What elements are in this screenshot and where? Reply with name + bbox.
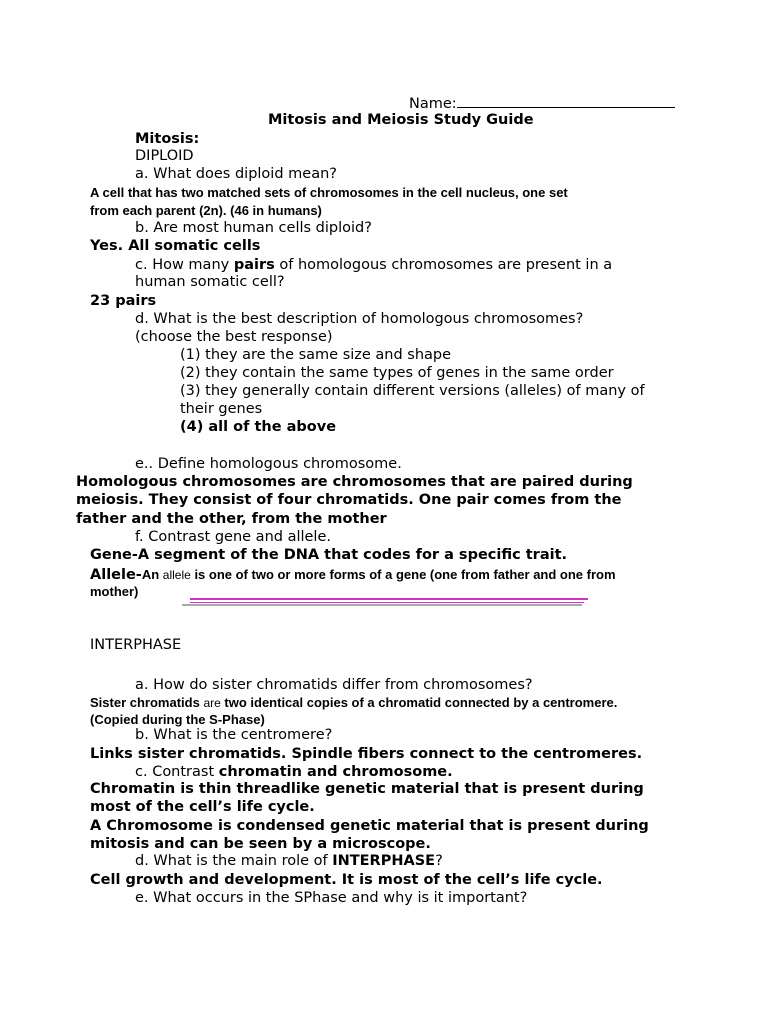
interphase-question-d (135, 852, 443, 870)
mitosis-heading: Mitosis: (135, 131, 200, 147)
name-label: Name: (409, 96, 457, 112)
interphase-answer-c-line-1: Chromatin is thin threadlike genetic material that is present during (90, 781, 644, 797)
question-d-bold: INTERPHASE (332, 853, 436, 869)
answer-f-allele-line-2: mother) (90, 584, 139, 599)
question-c-bold: chromatin and chromosome. (218, 764, 453, 780)
name-blank-line (457, 93, 675, 108)
answer-b: Yes. All somatic cells (90, 238, 261, 254)
answer-a-part-2: are (203, 696, 221, 710)
question-c-bold: pairs (233, 257, 275, 273)
name-field (409, 93, 675, 113)
answer-a-line-1: A cell that has two matched sets of chromosomes in the cell nucleus, one set (90, 185, 568, 200)
question-d-pre: d. What is the main role of (135, 853, 333, 869)
question-c-pre: c. Contrast (135, 764, 219, 780)
interphase-heading: INTERPHASE (90, 637, 182, 653)
question-d-line-2: (choose the best response) (135, 329, 333, 345)
allele-an: An (141, 567, 160, 582)
magenta-rule-1 (190, 598, 588, 600)
allele-word: allele (162, 568, 191, 582)
question-e: e.. Define homologous chromosome. (135, 456, 402, 472)
magenta-rule-2 (190, 602, 584, 603)
diploid-heading: DIPLOID (135, 148, 194, 164)
interphase-answer-a-line-1 (90, 694, 617, 712)
question-a: a. What does diploid mean? (135, 166, 337, 182)
answer-f-gene: Gene-A segment of the DNA that codes for a specific trait. (90, 547, 568, 563)
option-4: (4) all of the above (180, 419, 337, 435)
answer-e-line-2: meiosis. They consist of four chromatids. One pair comes from the (76, 492, 622, 508)
option-3: (3) they generally contain different versions (alleles) of many of (180, 383, 645, 399)
allele-rest: is one of two or more forms of a gene (one from father and one from (190, 567, 616, 582)
interphase-answer-b: Links sister chromatids. Spindle fibers connect to the centromeres. (90, 746, 643, 762)
option-3-line-2: their genes (180, 401, 263, 417)
interphase-answer-a-line-2: (Copied during the S-Phase) (90, 712, 265, 727)
answer-c: 23 pairs (90, 293, 157, 309)
question-c-line-2: human somatic cell? (135, 274, 285, 290)
interphase-question-c (135, 763, 453, 781)
interphase-question-b: b. What is the centromere? (135, 727, 333, 743)
answer-a-part-1: Sister chromatids (90, 695, 204, 710)
interphase-answer-c-line-2: most of the cell’s life cycle. (90, 799, 315, 815)
question-c (135, 256, 612, 274)
answer-e-line-3: father and the other, from the mother (76, 511, 387, 527)
option-1: (1) they are the same size and shape (180, 347, 452, 363)
allele-prefix: Allele- (90, 567, 142, 583)
question-d-post: ? (435, 853, 443, 869)
gray-rule (182, 604, 582, 606)
page-title: Mitosis and Meiosis Study Guide (268, 112, 534, 128)
answer-f-allele-line-1 (90, 566, 616, 584)
interphase-answer-c-line-4: mitosis and can be seen by a microscope. (90, 836, 431, 852)
option-2: (2) they contain the same types of genes in the same order (180, 365, 614, 381)
answer-e-line-1: Homologous chromosomes are chromosomes that are paired during (76, 474, 633, 490)
interphase-answer-d: Cell growth and development. It is most of the cell’s life cycle. (90, 872, 603, 888)
answer-a-line-2: from each parent (2n). (46 in humans) (90, 203, 322, 218)
answer-a-part-3: two identical copies of a chromatid connected by a centromere. (220, 695, 618, 710)
interphase-question-a: a. How do sister chromatids differ from chromosomes? (135, 677, 533, 693)
question-c-post: of homologous chromosomes are present in a (274, 257, 613, 273)
interphase-answer-c-line-3: A Chromosome is condensed genetic material that is present during (90, 818, 649, 834)
question-b: b. Are most human cells diploid? (135, 220, 372, 236)
question-d: d. What is the best description of homologous chromosomes? (135, 311, 584, 327)
question-c-pre: c. How many (135, 257, 234, 273)
interphase-question-e: e. What occurs in the SPhase and why is it important? (135, 890, 528, 906)
question-f: f. Contrast gene and allele. (135, 529, 331, 545)
